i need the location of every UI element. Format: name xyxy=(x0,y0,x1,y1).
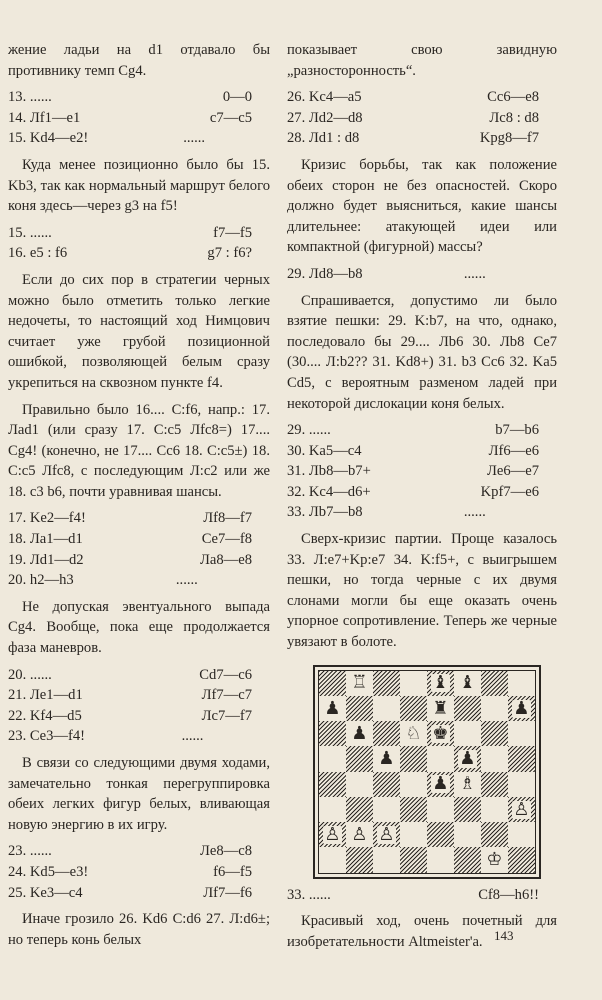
move-list xyxy=(8,665,270,747)
move-row xyxy=(8,87,270,108)
white-move: 15. Kd4—e2! xyxy=(8,130,89,147)
move-list xyxy=(287,87,557,149)
move-list xyxy=(8,87,270,149)
chess-piece: ♙ xyxy=(351,823,368,845)
square-g3 xyxy=(481,797,508,822)
square-b8 xyxy=(346,671,373,696)
white-move: 28. Лd1 : d8 xyxy=(287,130,360,147)
chess-piece: ♔ xyxy=(486,849,503,870)
white-move: 18. Лa1—d1 xyxy=(8,531,83,548)
white-move: 23. ...... xyxy=(8,843,52,860)
commentary-paragraph: Если до сих пор в стратегии черных можно было отметить только легкие недочеты, то настоящий ход Нимцович считает уже грубой позиционной ошибкой, позволяющей белым сразу укрепиться на сквозном пункте f4. xyxy=(8,271,270,391)
square-c8 xyxy=(373,671,400,696)
white-move: 26. Kc4—a5 xyxy=(287,89,362,106)
square-g6 xyxy=(481,721,508,746)
move-row xyxy=(8,508,270,529)
square-c2 xyxy=(373,822,400,847)
move-row xyxy=(8,862,270,883)
square-a6 xyxy=(319,721,346,746)
black-move: Ce7—f8 xyxy=(201,531,252,548)
commentary-paragraph: Иначе грозило 26. Kd6 C:d6 27. Л:d6±; но теперь конь белых xyxy=(8,911,270,948)
square-a3 xyxy=(319,797,346,822)
square-a7 xyxy=(319,696,346,721)
square-a8 xyxy=(319,671,346,696)
black-move: ...... xyxy=(463,504,486,521)
move-list xyxy=(8,841,270,903)
black-move: ...... xyxy=(181,728,204,745)
black-move: Лe6—e7 xyxy=(486,463,539,480)
square-f3 xyxy=(454,797,481,822)
move-row xyxy=(8,883,270,904)
square-g7 xyxy=(481,696,508,721)
commentary-paragraph: жение ладьи на d1 отдавало бы противнику темп Cg4. xyxy=(8,42,270,79)
chess-piece: ♟ xyxy=(378,748,395,769)
white-move: 25. Ke3—c4 xyxy=(8,884,83,901)
chess-piece: ♗ xyxy=(459,773,476,795)
black-move: Лf8—f7 xyxy=(203,510,252,527)
chess-diagram xyxy=(313,665,541,879)
square-f7 xyxy=(454,696,481,721)
square-c5 xyxy=(373,746,400,771)
move-row xyxy=(8,706,270,727)
white-move: 13. ...... xyxy=(8,89,52,106)
square-h6 xyxy=(508,721,535,746)
move-list xyxy=(8,223,270,264)
square-h4 xyxy=(508,772,535,797)
commentary-paragraph: Кризис борьбы, так как положение обеих сторон не без опасностей. Скоро должно будет выясниться, какие шансы длительнее: атакующей идеи или компактной (фигурной) массы? xyxy=(287,156,557,256)
white-move: 31. Лb8—b7+ xyxy=(287,463,371,480)
black-move: 0—0 xyxy=(222,89,252,106)
chess-piece: ♙ xyxy=(324,823,341,845)
black-move: ...... xyxy=(183,130,206,147)
black-move: b7—b6 xyxy=(495,422,539,439)
move-row xyxy=(287,502,557,523)
white-move: 27. Лd2—d8 xyxy=(287,109,363,126)
square-d6 xyxy=(400,721,427,746)
move-row xyxy=(8,223,270,244)
move-row xyxy=(8,841,270,862)
white-move: 20. ...... xyxy=(8,666,52,683)
black-move: Лf7—c7 xyxy=(201,687,252,704)
square-e6 xyxy=(427,721,454,746)
square-f4 xyxy=(454,772,481,797)
move-row xyxy=(287,441,557,462)
move-row xyxy=(8,685,270,706)
square-g4 xyxy=(481,772,508,797)
black-move: Лe8—c8 xyxy=(199,843,252,860)
white-move: 21. Лe1—d1 xyxy=(8,687,83,704)
square-d3 xyxy=(400,797,427,822)
square-d1 xyxy=(400,847,427,872)
square-h8 xyxy=(508,671,535,696)
white-move: 33. Лb7—b8 xyxy=(287,504,363,521)
white-move: 22. Kf4—d5 xyxy=(8,707,82,724)
white-move: 16. e5 : f6 xyxy=(8,245,68,262)
black-move: Kpf7—e6 xyxy=(480,483,539,500)
move-row xyxy=(287,108,557,129)
square-b6 xyxy=(346,721,373,746)
white-move: 29. Лd8—b8 xyxy=(287,265,363,282)
square-b4 xyxy=(346,772,373,797)
square-d2 xyxy=(400,822,427,847)
move-list xyxy=(8,508,270,590)
square-f1 xyxy=(454,847,481,872)
square-h5 xyxy=(508,746,535,771)
move-row xyxy=(8,550,270,571)
square-e3 xyxy=(427,797,454,822)
black-move: ...... xyxy=(175,572,198,589)
square-c1 xyxy=(373,847,400,872)
black-move: c7—c5 xyxy=(209,109,252,126)
square-b1 xyxy=(346,847,373,872)
square-h2 xyxy=(508,822,535,847)
square-d5 xyxy=(400,746,427,771)
chess-piece: ♟ xyxy=(459,748,476,769)
move-row xyxy=(287,461,557,482)
white-move: 32. Kc4—d6+ xyxy=(287,483,371,500)
move-row xyxy=(8,128,270,149)
move-row xyxy=(287,420,557,441)
white-move: 33. ...... xyxy=(287,886,331,903)
move-row xyxy=(8,570,270,591)
square-b2 xyxy=(346,822,373,847)
square-b5 xyxy=(346,746,373,771)
white-move: 19. Лd1—d2 xyxy=(8,551,84,568)
commentary-paragraph: Правильно было 16.... C:f6, напр.: 17. Лad1 (или сразу 17. C:c5 Лfc8=) 17.... Cg4! (конечно, не 17.... Cc6 18. C:c5±) 18. C:c5 Лfc8, с последующим Л:c2 или же 18. c3 b6, почти уравнивая шансы. xyxy=(8,401,270,500)
chess-piece: ♚ xyxy=(432,722,449,744)
square-f8 xyxy=(454,671,481,696)
chess-piece: ♟ xyxy=(513,697,530,719)
chess-piece: ♝ xyxy=(432,672,449,694)
square-g2 xyxy=(481,822,508,847)
commentary-paragraph: Куда менее позиционно было бы 15. Kb3, так как нормальный маршрут белого коня здесь—через g3 на f5! xyxy=(8,156,270,215)
square-c4 xyxy=(373,772,400,797)
chess-piece: ♟ xyxy=(324,697,341,719)
move-row xyxy=(8,665,270,686)
chess-piece: ♟ xyxy=(432,773,449,795)
chess-piece: ♝ xyxy=(459,672,476,694)
commentary-paragraph: Сверх-кризис партии. Проще казалось 33. Л:e7+Kp:e7 34. K:f5+, с выигрышем пешки, но тогда черные с их двумя слонами могли бы еще оказать очень упорное сопротивление. Теперь же черные увязают в болоте. xyxy=(287,531,557,651)
white-move: 17. Ke2—f4! xyxy=(8,510,86,527)
move-row xyxy=(287,128,557,149)
black-move: Лc7—f7 xyxy=(201,707,252,724)
square-e8 xyxy=(427,671,454,696)
white-move: 24. Kd5—e3! xyxy=(8,863,89,880)
black-move: g7 : f6? xyxy=(207,245,252,262)
black-move: f6—f5 xyxy=(213,863,252,880)
square-g1 xyxy=(481,847,508,872)
left-column xyxy=(8,40,270,950)
square-f6 xyxy=(454,721,481,746)
chess-piece: ♙ xyxy=(378,823,395,845)
square-a4 xyxy=(319,772,346,797)
chess-piece: ♟ xyxy=(351,722,368,744)
square-d4 xyxy=(400,772,427,797)
page-number: 143 xyxy=(494,928,514,943)
chess-piece: ♖ xyxy=(351,672,368,694)
chess-piece: ♙ xyxy=(513,798,530,820)
square-c6 xyxy=(373,721,400,746)
move-row xyxy=(8,726,270,747)
commentary-paragraph: показывает свою завидную „разносторонность“. xyxy=(287,42,557,79)
square-h7 xyxy=(508,696,535,721)
black-move: Cc6—e8 xyxy=(487,89,539,106)
chess-piece: ♘ xyxy=(405,722,422,744)
white-move: 15. ...... xyxy=(8,224,52,241)
black-move: Лf7—f6 xyxy=(203,884,252,901)
square-e2 xyxy=(427,822,454,847)
black-move: ...... xyxy=(463,265,486,282)
square-h3 xyxy=(508,797,535,822)
square-f5 xyxy=(454,746,481,771)
square-e7 xyxy=(427,696,454,721)
move-row xyxy=(8,529,270,550)
square-a2 xyxy=(319,822,346,847)
commentary-paragraph: Спрашивается, допустимо ли было взятие пешки: 29. K:b7, на что, однако, последовало бы 29.... Лb6 30. Лb8 Ce7 (30.... Л:b2?? 31. Kd8+) 31. b3 Cc6 32. Ka5 Cd5, с вероятным разменом ладей при некоторой дислокации коня белых. xyxy=(287,292,557,412)
square-e1 xyxy=(427,847,454,872)
square-b3 xyxy=(346,797,373,822)
square-e5 xyxy=(427,746,454,771)
chess-piece: ♜ xyxy=(432,697,449,719)
black-move: Лf6—e6 xyxy=(488,442,539,459)
white-move: 30. Ka5—c4 xyxy=(287,442,362,459)
square-g8 xyxy=(481,671,508,696)
square-h1 xyxy=(508,847,535,872)
square-a1 xyxy=(319,847,346,872)
move-row xyxy=(8,108,270,129)
right-column xyxy=(287,40,557,952)
white-move: 29. ...... xyxy=(287,422,331,439)
square-f2 xyxy=(454,822,481,847)
square-g5 xyxy=(481,746,508,771)
square-e4 xyxy=(427,772,454,797)
move-row xyxy=(8,243,270,264)
black-move: Kpg8—f7 xyxy=(479,130,539,147)
caption-move xyxy=(287,885,557,906)
commentary-paragraph: Красивый ход, очень почетный для изобретательности Altmeister'a. xyxy=(287,913,557,950)
chess-board xyxy=(318,670,536,874)
commentary-paragraph: В связи со следующими двумя ходами, замечательно тонкая перегруппировка обеих легких фигур белых, вливающая новую энергию в их игру. xyxy=(8,755,270,833)
move-row xyxy=(287,264,557,285)
square-d8 xyxy=(400,671,427,696)
square-c7 xyxy=(373,696,400,721)
move-list xyxy=(287,420,557,523)
black-move: Лa8—e8 xyxy=(199,551,252,568)
move-list xyxy=(287,264,557,285)
black-move: Лc8 : d8 xyxy=(489,109,539,126)
square-d7 xyxy=(400,696,427,721)
square-a5 xyxy=(319,746,346,771)
move-row xyxy=(287,482,557,503)
black-move: f7—f5 xyxy=(213,224,252,241)
commentary-paragraph: Не допуская эвентуального выпада Cg4. Вообще, пока еще продолжается фаза маневров. xyxy=(8,598,270,657)
move-row xyxy=(287,87,557,108)
black-move: Cd7—c6 xyxy=(199,666,252,683)
white-move: 14. Лf1—e1 xyxy=(8,109,81,126)
black-move: Cf8—h6!! xyxy=(478,886,539,903)
white-move: 20. h2—h3 xyxy=(8,572,74,589)
square-b7 xyxy=(346,696,373,721)
white-move: 23. Ce3—f4! xyxy=(8,728,86,745)
square-c3 xyxy=(373,797,400,822)
